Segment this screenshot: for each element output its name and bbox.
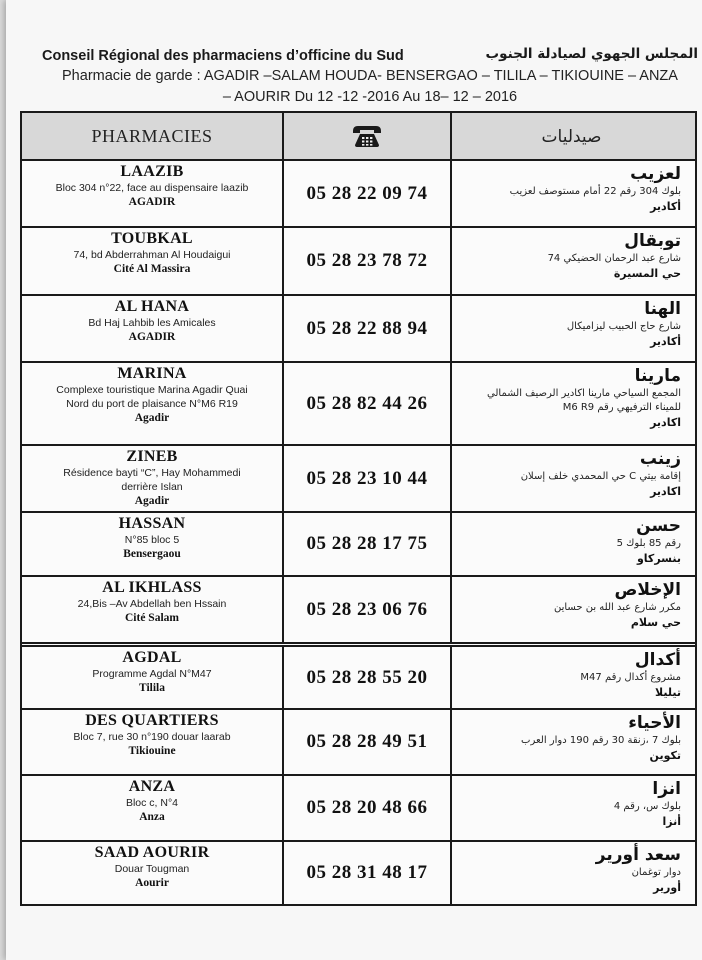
date-range-line: – AOURIR Du 12 -12 -2016 Au 18– 12 – 2016 xyxy=(222,89,518,105)
pharmacy-city: Tikiouine xyxy=(128,745,176,757)
pharmacy-city-ar: أكادير xyxy=(650,200,681,213)
pharmacy-name-ar: لعزيب xyxy=(630,164,681,184)
duty-pharmacies-line: Pharmacie de garde : AGADIR –SALAM HOUDA- BENSERGAO – TILILA – TIKIOUINE – ANZA xyxy=(62,68,678,84)
pharmacy-address-ar: شارع عبد الرحمان الحضيكي 74 xyxy=(547,253,681,264)
pharmacy-phone-cell xyxy=(284,776,452,840)
pharmacy-info-fr xyxy=(22,228,284,294)
column-header-pharmacies-ar-label: صيدليات xyxy=(541,127,602,147)
document-header xyxy=(6,44,702,114)
pharmacy-address: Bd Haj Lahbib les Amicales xyxy=(88,317,216,329)
table-row xyxy=(22,444,695,511)
pharmacy-phone: 05 28 82 44 26 xyxy=(306,392,428,414)
pharmacy-address-ar: للميناء الترفيهي رقم M6 R9 xyxy=(562,402,681,413)
pharmacy-city: AGADIR xyxy=(128,331,176,343)
pharmacy-phone-cell xyxy=(284,513,452,575)
pharmacy-info-fr xyxy=(22,296,284,361)
pharmacy-address: Complexe touristique Marina Agadir Quai xyxy=(56,384,248,396)
column-header-pharmacies-label: PHARMACIES xyxy=(91,125,213,146)
pharmacy-address: Bloc c, N°4 xyxy=(125,797,179,809)
pharmacy-info-ar xyxy=(452,161,691,226)
pharmacy-info-fr xyxy=(22,647,284,708)
pharmacy-name-ar: الأحياء xyxy=(628,713,681,733)
pharmacy-info-fr xyxy=(22,363,284,444)
pharmacy-name-ar: زينب xyxy=(639,449,681,469)
table-row xyxy=(22,840,695,904)
pharmacy-phone-cell xyxy=(284,363,452,444)
pharmacy-info-ar xyxy=(452,577,691,642)
pharmacy-address-ar: مكرر شارع عبد الله بن حساين xyxy=(553,602,681,613)
pharmacy-address-ar: بلوك س، رقم 4 xyxy=(613,801,681,812)
pharmacy-address: 24,Bis –Av Abdellah ben Hssain xyxy=(77,598,227,610)
pharmacy-city-ar: حي سلام xyxy=(630,616,681,629)
pharmacy-name-ar: مارينا xyxy=(634,366,681,386)
pharmacy-address-ar: إقامة بيتي C حي المحمدي خلف إسلان xyxy=(520,471,681,482)
pharmacy-name: ZINEB xyxy=(126,448,178,465)
pharmacy-city: Bensergaou xyxy=(123,548,181,560)
document-page xyxy=(6,0,702,960)
pharmacy-phone: 05 28 23 78 72 xyxy=(306,250,428,271)
pharmacy-address: derrière Islan xyxy=(121,481,183,493)
pharmacy-info-ar xyxy=(452,363,691,444)
pharmacy-name-ar: حسن xyxy=(636,516,681,536)
pharmacy-address-ar: رقم 85 بلوك 5 xyxy=(616,538,681,549)
pharmacy-name: AGDAL xyxy=(122,649,182,666)
pharmacy-city-ar: تيليلا xyxy=(655,686,681,699)
pharmacy-phone: 05 28 28 17 75 xyxy=(306,533,428,554)
pharmacy-name-ar: الهنا xyxy=(644,299,681,319)
table-row xyxy=(22,642,695,708)
pharmacy-name-ar: انزا xyxy=(652,779,681,799)
pharmacy-phone: 05 28 23 10 44 xyxy=(306,467,428,489)
pharmacy-phone: 05 28 23 06 76 xyxy=(306,598,428,620)
pharmacy-phone: 05 28 22 88 94 xyxy=(306,317,428,339)
column-header-phone xyxy=(284,113,452,159)
pharmacy-name: ANZA xyxy=(128,778,176,795)
table-row xyxy=(22,226,695,294)
pharmacy-address-ar: بلوك 7 ،زنقة 30 رقم 190 دوار العرب xyxy=(521,735,681,746)
table-row xyxy=(22,159,695,226)
pharmacy-address-ar: مشروع أكدال رقم M47 xyxy=(580,672,681,683)
pharmacy-info-fr xyxy=(22,513,284,575)
pharmacy-name-ar: توبقال xyxy=(624,231,681,251)
pharmacy-phone-cell xyxy=(284,446,452,511)
pharmacy-city: Anza xyxy=(139,811,165,823)
table-row xyxy=(22,774,695,840)
pharmacy-info-ar xyxy=(452,647,691,708)
pharmacy-name-ar: الإخلاص xyxy=(614,580,681,600)
pharmacy-info-ar xyxy=(452,296,691,361)
pharmacy-address: Programme Agdal N°M47 xyxy=(92,668,212,680)
council-title-ar: المجلس الجهوي لصيادلة الجنوب xyxy=(485,46,698,62)
pharmacy-address-ar: المجمع السياحي مارينا اكادير الرصيف الشمالي xyxy=(487,388,681,399)
pharmacy-address: Nord du port de plaisance N°M6 R19 xyxy=(66,398,238,410)
pharmacy-city-ar: اكادير xyxy=(650,485,681,498)
pharmacy-city-ar: اكادير xyxy=(650,416,681,429)
pharmacy-info-fr xyxy=(22,161,284,226)
pharmacy-info-ar xyxy=(452,710,691,774)
pharmacy-name: LAAZIB xyxy=(120,163,184,180)
pharmacy-city: Aourir xyxy=(135,877,169,889)
pharmacy-address: Résidence bayti “C”, Hay Mohammedi xyxy=(63,467,241,479)
pharmacy-city: AGADIR xyxy=(128,196,176,208)
table-row xyxy=(22,708,695,774)
pharmacy-address: Douar Tougman xyxy=(114,863,190,875)
pharmacy-phone-cell xyxy=(284,228,452,294)
column-header-pharmacies-ar xyxy=(452,113,691,159)
pharmacy-city-ar: أكادير xyxy=(650,335,681,348)
pharmacy-info-ar xyxy=(452,513,691,575)
pharmacy-info-ar xyxy=(452,842,691,904)
pharmacy-phone-cell xyxy=(284,161,452,226)
council-title-fr: Conseil Régional des pharmaciens d’officine du Sud xyxy=(42,48,404,64)
pharmacy-city: Agadir xyxy=(134,495,170,507)
pharmacy-phone-cell xyxy=(284,842,452,904)
pharmacy-address-ar: دوار توغمان xyxy=(631,867,681,878)
pharmacy-name: MARINA xyxy=(117,365,187,382)
pharmacy-phone: 05 28 28 49 51 xyxy=(306,731,428,752)
pharmacy-name: DES QUARTIERS xyxy=(85,712,219,729)
pharmacy-info-ar xyxy=(452,228,691,294)
pharmacy-address: Bloc 7, rue 30 n°190 douar laarab xyxy=(73,731,231,743)
pharmacy-city: Tilila xyxy=(139,682,165,694)
pharmacy-name: SAAD AOURIR xyxy=(94,844,210,861)
pharmacy-info-fr xyxy=(22,710,284,774)
table-row xyxy=(22,361,695,444)
pharmacy-phone-cell xyxy=(284,296,452,361)
pharmacy-phone: 05 28 28 55 20 xyxy=(306,666,428,688)
table-row xyxy=(22,575,695,642)
pharmacy-info-fr xyxy=(22,446,284,511)
pharmacy-name-ar: أكدال xyxy=(634,650,681,670)
pharmacy-info-fr xyxy=(22,842,284,904)
pharmacy-city-ar: حي المسيرة xyxy=(613,267,681,280)
pharmacy-city: Cité Al Massira xyxy=(113,263,191,275)
pharmacy-name-ar: سعد أورير xyxy=(595,845,681,865)
pharmacy-table xyxy=(20,111,697,906)
pharmacy-city-ar: تكوين xyxy=(649,749,681,762)
pharmacy-name: HASSAN xyxy=(118,515,186,532)
pharmacy-address: 74, bd Abderrahman Al Houdaigui xyxy=(73,249,231,261)
pharmacy-city: Cité Salam xyxy=(125,612,179,624)
pharmacy-phone-cell xyxy=(284,577,452,642)
telephone-icon xyxy=(350,123,384,149)
pharmacy-info-fr xyxy=(22,776,284,840)
pharmacy-address: N°85 bloc 5 xyxy=(124,534,180,546)
pharmacy-address-ar: شارع حاج الحبيب ليزاميكال xyxy=(566,321,681,332)
pharmacy-city-ar: أورير xyxy=(653,881,681,894)
pharmacy-name: AL IKHLASS xyxy=(102,579,202,596)
pharmacy-phone: 05 28 22 09 74 xyxy=(306,182,428,204)
pharmacy-info-ar xyxy=(452,446,691,511)
pharmacy-phone: 05 28 31 48 17 xyxy=(306,862,428,883)
pharmacy-phone-cell xyxy=(284,647,452,708)
pharmacy-city: Agadir xyxy=(134,412,170,424)
table-header-row xyxy=(22,113,695,159)
pharmacy-name: AL HANA xyxy=(114,298,190,315)
table-row xyxy=(22,294,695,361)
pharmacy-info-fr xyxy=(22,577,284,642)
pharmacy-city-ar: بنسركاو xyxy=(636,552,681,565)
table-row xyxy=(22,511,695,575)
pharmacy-address: Bloc 304 n°22, face au dispensaire laazib xyxy=(55,182,249,194)
pharmacy-address-ar: بلوك 304 رقم 22 أمام مستوصف لعزيب xyxy=(509,186,681,197)
pharmacy-info-ar xyxy=(452,776,691,840)
pharmacy-name: TOUBKAL xyxy=(111,230,193,247)
pharmacy-phone-cell xyxy=(284,710,452,774)
pharmacy-city-ar: أنزا xyxy=(662,815,681,828)
column-header-pharmacies xyxy=(22,113,284,159)
pharmacy-phone: 05 28 20 48 66 xyxy=(306,797,428,818)
